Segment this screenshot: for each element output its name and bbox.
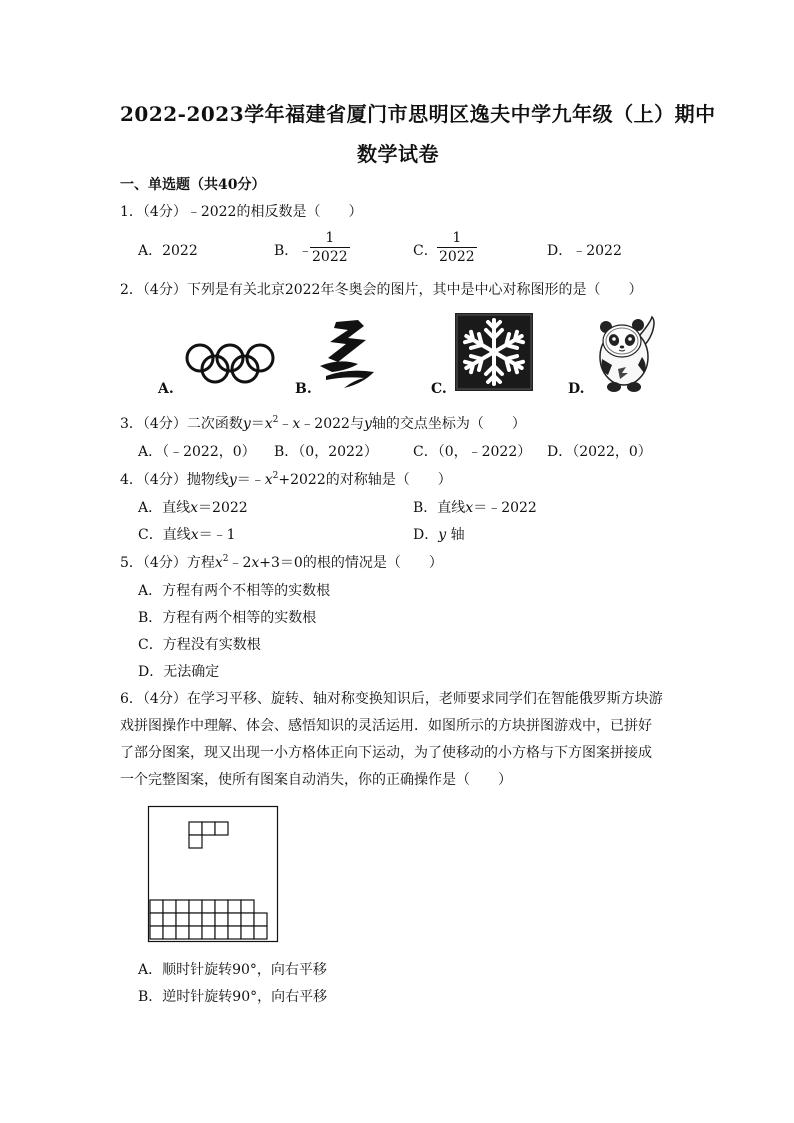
- math-y: y: [438, 527, 447, 543]
- mascot-panda-image: [592, 313, 658, 395]
- math-x: x: [190, 500, 199, 516]
- question-4-option-a: [138, 497, 248, 517]
- question-5-option-d: D．无法确定: [138, 664, 220, 680]
- math-x: x: [190, 527, 199, 543]
- option-label: D．: [413, 527, 439, 543]
- option-label: B．直线: [413, 500, 466, 516]
- option-tail: 轴: [450, 527, 465, 543]
- question-6-stem-line-4: 一个完整图案，使所有图案自动消失，你的正确操作是（ ）: [120, 772, 512, 788]
- question-1-option-c: C．: [413, 243, 438, 259]
- question-2-option-c: C.: [431, 381, 447, 397]
- question-5-option-c: C．方程没有实数根: [138, 637, 261, 653]
- page-title: 2022-2023学年福建省厦门市思明区逸夫中学九年级（上）期中: [120, 102, 716, 126]
- option-label: C．直线: [138, 527, 191, 543]
- math-exponent: 2: [222, 554, 229, 564]
- fraction-denominator: 2022: [312, 249, 348, 265]
- question-3-stem-suffix: 轴的交点坐标为（ ）: [371, 416, 526, 432]
- question-1-option-a: A．2022: [138, 243, 198, 259]
- question-5-stem-prefix: 5．（4分）方程: [120, 555, 215, 571]
- question-1-option-d: D．﹣2022: [547, 243, 622, 259]
- question-2-option-d: D.: [568, 381, 585, 397]
- question-5-stem: 5．（4分）方程$x^2﹣2x+3=0$的根的情况是（ ）: [120, 554, 443, 571]
- question-3-stem: 3．（4分）二次函数$y=x^2﹣x﹣2022$与y轴的交点坐标为（ ）: [120, 415, 526, 432]
- math-x: x: [465, 500, 474, 516]
- math-exponent: 2: [272, 415, 279, 425]
- math-x: x: [264, 416, 273, 432]
- math-y: y: [242, 416, 251, 432]
- question-5-stem-suffix: 的根的情况是（ ）: [302, 555, 443, 571]
- question-4-stem: 4．（4分）抛物线$y=﹣x^2+2022$的对称轴是（ ）: [120, 471, 452, 488]
- option-equation: ＝2022: [198, 500, 248, 516]
- question-1-option-b-fraction: [310, 229, 350, 266]
- question-6-stem-line-2: 戏拼图操作中理解、体会、感悟知识的灵活运用．如图所示的方块拼图游戏中，已拼好: [120, 718, 652, 734]
- math-x: x: [292, 416, 301, 432]
- question-6-option-b: B．逆时针旋转90°，向右平移: [138, 989, 328, 1005]
- math-x: x: [264, 472, 273, 488]
- option-equation: ＝﹣2022: [473, 500, 537, 516]
- question-3-option-a: A．（﹣2022，0）: [138, 444, 256, 460]
- question-3-stem-middle: 与: [349, 416, 364, 432]
- option-equation: ＝﹣1: [198, 527, 236, 543]
- question-4-stem-prefix: 4．（4分）抛物线: [120, 472, 229, 488]
- fraction-denominator: 2022: [439, 249, 475, 265]
- question-2-option-b: B.: [295, 381, 312, 397]
- question-6-stem-line-3: 了部分图案，现又出现一小方格体正向下运动，为了使移动的小方格与下方图案拼接成: [120, 745, 652, 761]
- stacked-blocks: [150, 900, 267, 939]
- fraction-numerator: 1: [437, 229, 477, 248]
- question-1-option-b: B．﹣: [274, 243, 313, 259]
- question-6-stem-line-1: 6．（4分）在学习平移、旋转、轴对称变换知识后，老师要求同学们在智能俄罗斯方块游: [120, 691, 663, 707]
- question-1-stem: 1．（4分）﹣2022的相反数是（ ）: [120, 204, 363, 220]
- section-heading: 一、单选题（共40分）: [120, 177, 266, 193]
- question-5-option-a: A．方程有两个不相等的实数根: [138, 583, 331, 599]
- question-2-stem: 2．（4分）下列是有关北京2022年冬奥会的图片，其中是中心对称图形的是（ ）: [120, 282, 643, 298]
- question-2-option-a: A.: [158, 381, 174, 397]
- winter-olympics-emblem-image: [318, 318, 378, 390]
- question-3-option-b: B．（0，2022）: [274, 444, 378, 460]
- question-5-option-b: B．方程有两个相等的实数根: [138, 610, 317, 626]
- math-exponent: 2: [272, 471, 279, 481]
- olympic-rings-image: [183, 343, 279, 383]
- math-x: x: [214, 555, 223, 571]
- math-y: y: [363, 416, 372, 432]
- snowflake-image: [455, 313, 533, 391]
- option-label: A．直线: [138, 500, 191, 516]
- fraction-numerator: 1: [310, 229, 350, 248]
- question-6-option-a: A．顺时针旋转90°，向右平移: [138, 962, 327, 978]
- page-subtitle: 数学试卷: [357, 142, 439, 166]
- question-3-option-c: C．（0，﹣2022）: [413, 444, 532, 460]
- question-4-option-b: [413, 497, 537, 517]
- tetris-puzzle-figure: [148, 806, 278, 942]
- question-4-stem-suffix: 的对称轴是（ ）: [325, 472, 452, 488]
- question-1-option-c-fraction: [437, 229, 477, 266]
- question-3-stem-prefix: 3．（4分）二次函数: [120, 416, 243, 432]
- question-3-option-d: D．（2022，0）: [547, 444, 652, 460]
- question-4-option-d: [413, 524, 465, 544]
- math-x: x: [251, 555, 260, 571]
- question-4-option-c: [138, 524, 236, 544]
- math-y: y: [228, 472, 237, 488]
